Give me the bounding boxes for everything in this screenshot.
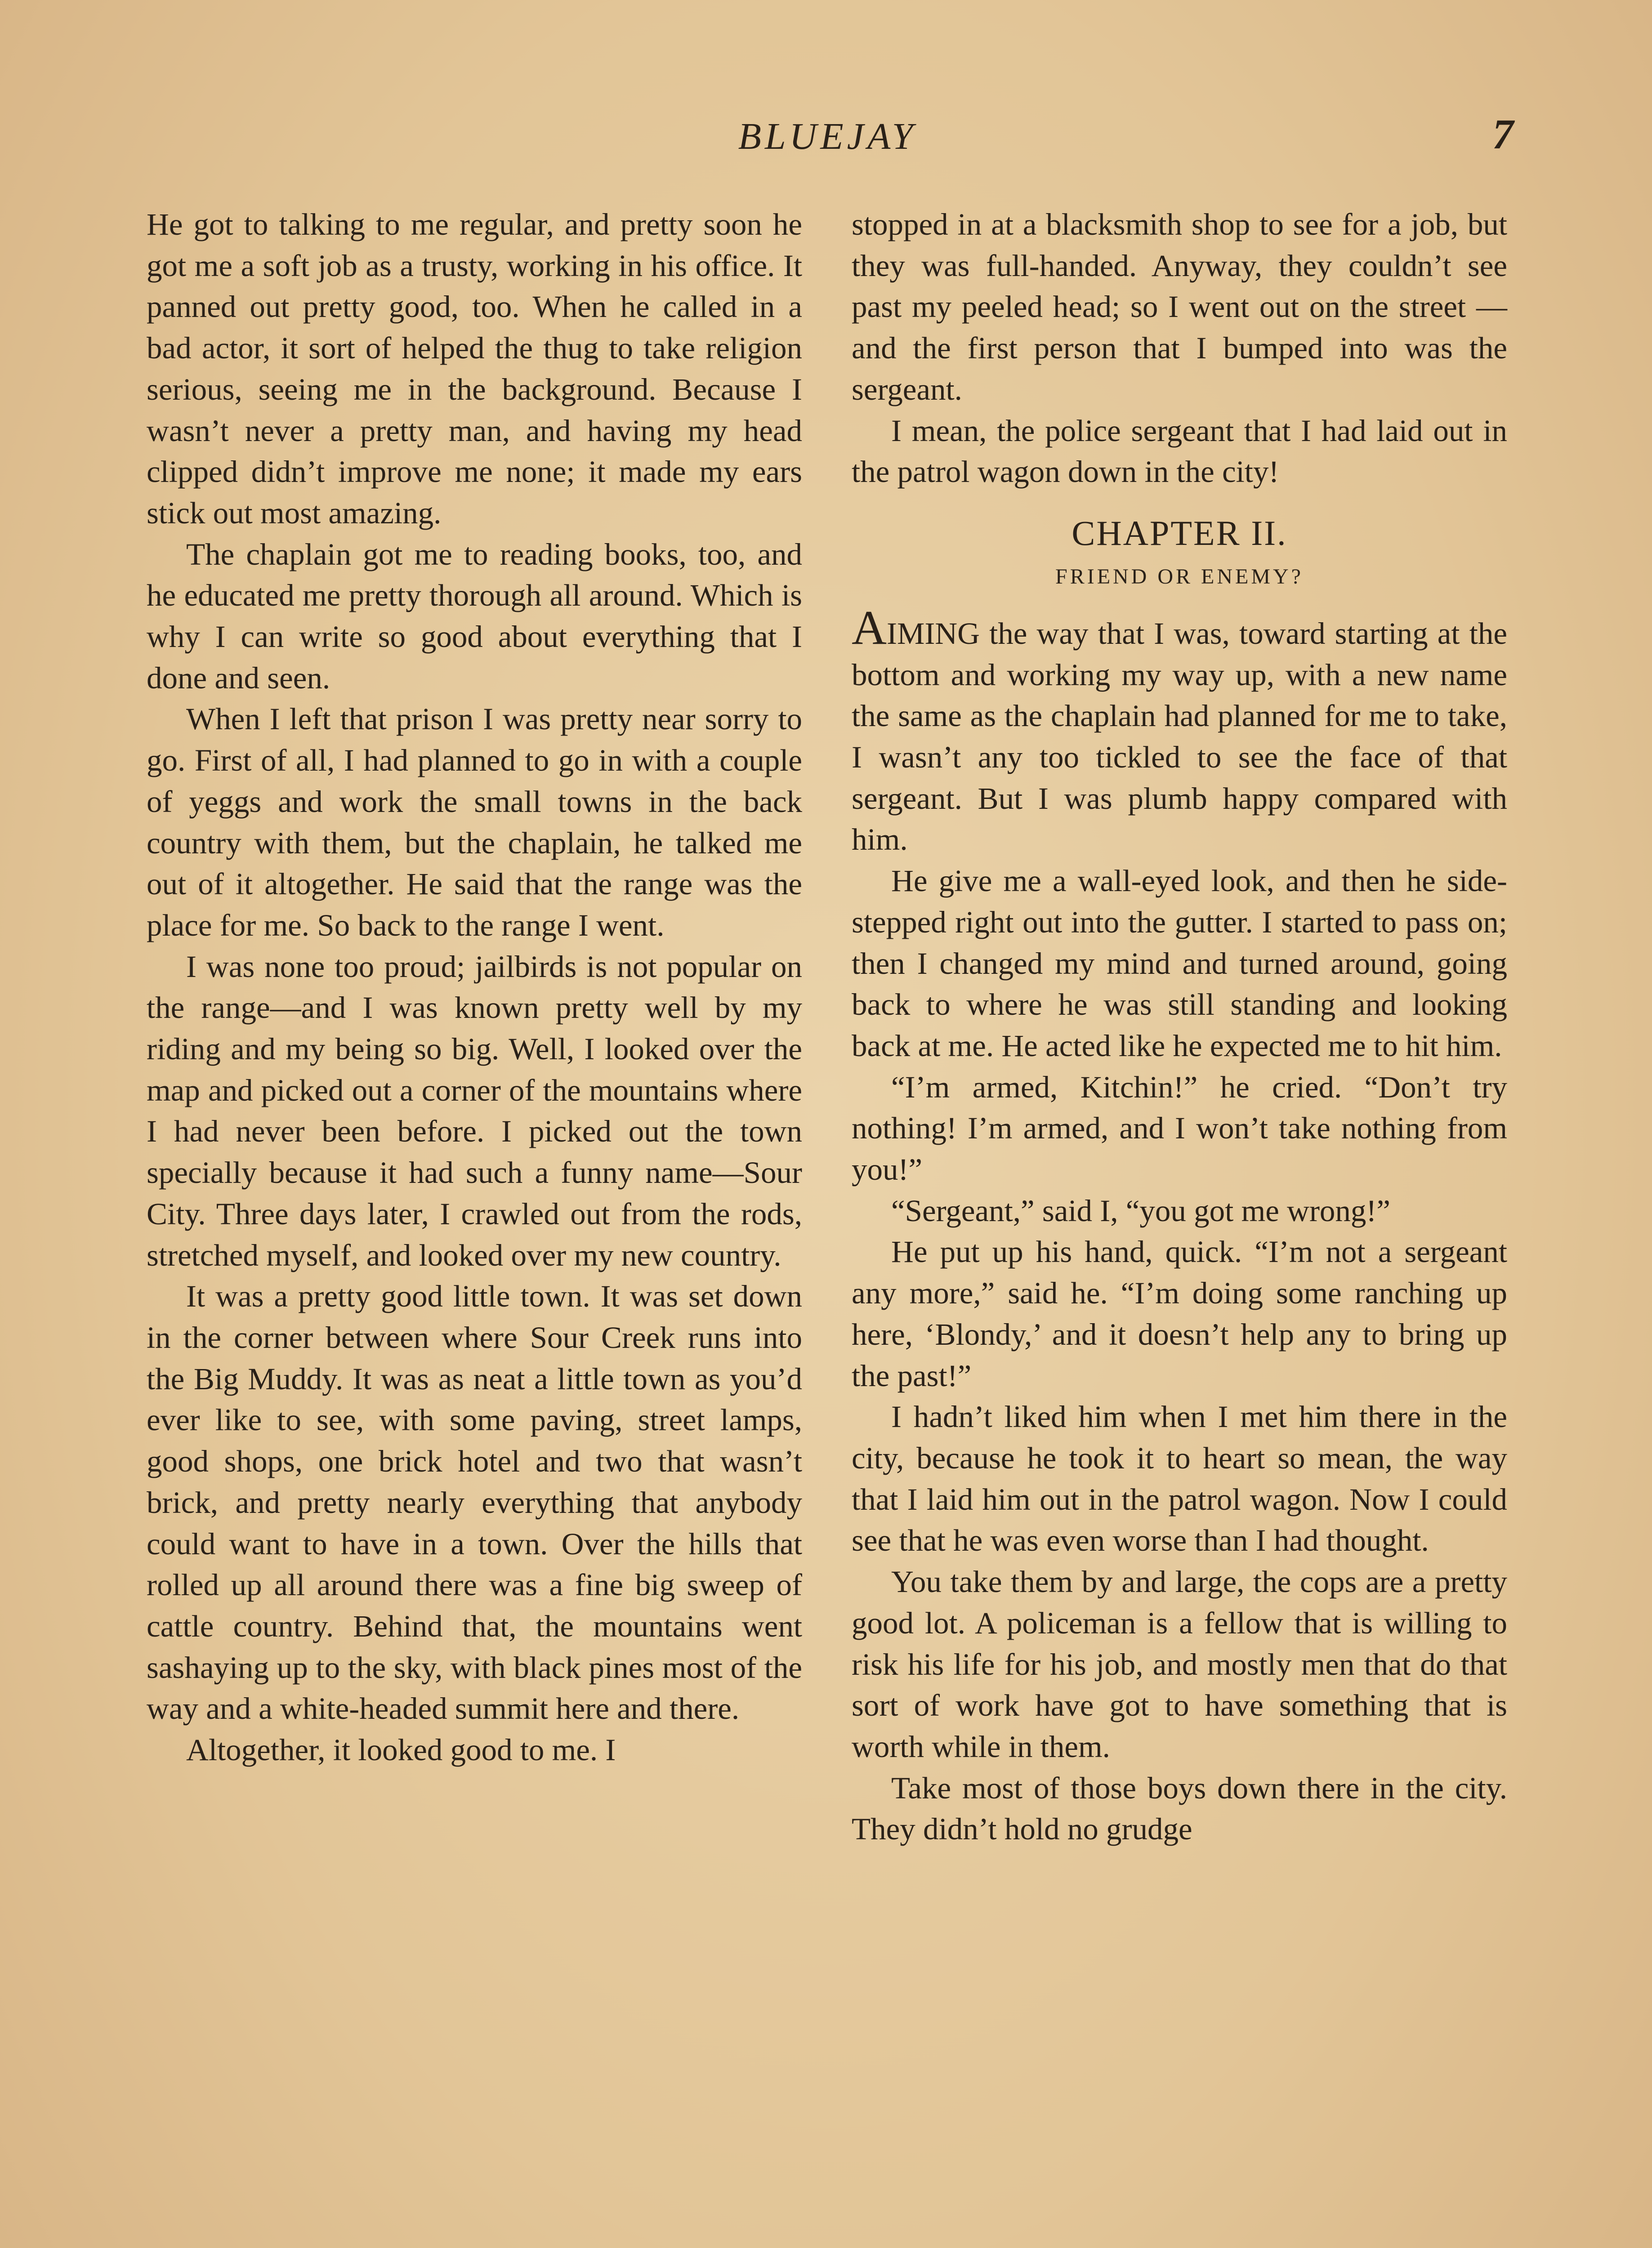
opening-text: IMING the way that I was, toward starting at the bottom and working my way up, with a new name the same as the chaplain had planned for me to take, I wasn’t any too tickled to see the face of that sergeant. But I was plumb happy compared with him. (852, 616, 1507, 857)
chapter-subtitle: FRIEND OR ENEMY? (1055, 564, 1304, 589)
paragraph: You take them by and large, the cops are a pretty good lot. A policeman is a fellow that is willing to risk his life for his job, and mostly men that do that sort of work have got to have something that is worth while in them. (852, 1565, 1507, 1764)
paragraph: He put up his hand, quick. “I’m not a sergeant any more,” said he. “I’m doing some ranching up here, ‘Blondy,’ and it doesn’t help any to bring up the past!” (852, 1235, 1507, 1393)
paragraph: “I’m armed, Kitchin!” he cried. “Don’t try nothing! I’m armed, and I won’t take nothing from you!” (852, 1070, 1507, 1187)
paragraph: When I left that prison I was pretty near sorry to go. First of all, I had planned to go in with a couple of yeggs and work the small towns in the back country with them, but the chaplain, he talked me out of it altogether. He said that the range was the place for me. So back to the range I went. (147, 702, 802, 942)
right-column (852, 204, 1507, 1850)
paragraph: He got to talking to me regular, and pretty soon he got me a soft job as a trusty, working in his office. It panned out pretty good, too. When he called in a bad actor, it sort of helped the thug to take religion serious, seeing me in the background. Because I wasn’t never a pretty man, and having my head clipped didn’t improve me none; it made my ears stick out most amazing. (147, 207, 802, 530)
left-column (147, 204, 802, 1771)
paragraph: Altogether, it looked good to me. I (186, 1733, 616, 1767)
paragraph: I mean, the police sergeant that I had laid out in the patrol wagon down in the city! (852, 413, 1507, 489)
drop-cap: A (852, 601, 887, 655)
running-title: BLUEJAY (738, 116, 917, 157)
paragraph: It was a pretty good little town. It was set down in the corner between where Sour Creek runs into the Big Muddy. It was as neat a little town as you’d ever like to see, with some paving, street lamps, good shops, one brick hotel and two that wasn’t brick, and pretty nearly everything that anybody could want to have in a town. Over the hills that rolled up all around there was a fine big sweep of cattle country. Behind that, the mountains went sashaying up to the sky, with black pines most of the way and a white-headed summit here and there. (147, 1279, 802, 1726)
paragraph: stopped in at a blacksmith shop to see for a job, but they was full-handed. Anyway, they couldn’t see past my peeled head; so I went out on the street —and the first person that I bumped into was the sergeant. (852, 207, 1507, 406)
chapter-opening-paragraph (852, 601, 1507, 861)
paragraph: He give me a wall-eyed look, and then he side-stepped right out into the gutter. I started to pass on; then I changed my mind and turned around, going back to where he was still standing and looking back at me. He acted like he expected me to hit him. (852, 864, 1507, 1063)
paragraph: The chaplain got me to reading books, too, and he educated me pretty thorough all around. Which is why I can write so good about everything that I done and seen. (147, 537, 802, 695)
page-number: 7 (1492, 111, 1514, 158)
paragraph: Take most of those boys down there in the city. They didn’t hold no grudge (852, 1771, 1507, 1847)
paragraph: I was none too proud; jailbirds is not popular on the range—and I was known pretty well by my riding and my being so big. Well, I looked over the map and picked out a corner of the mountains where I had never been before. I picked out the town specially because it had such a funny name—Sour City. Three days later, I crawled out from the rods, stretched myself, and looked over my new country. (147, 949, 802, 1272)
paragraph: “Sergeant,” said I, “you got me wrong!” (891, 1193, 1391, 1228)
paragraph: I hadn’t liked him when I met him there in the city, because he took it to heart so mean, the way that I laid him out in the patrol wagon. Now I could see that he was even worse than I had thought. (852, 1400, 1507, 1558)
chapter-title: CHAPTER II. (1072, 513, 1287, 553)
